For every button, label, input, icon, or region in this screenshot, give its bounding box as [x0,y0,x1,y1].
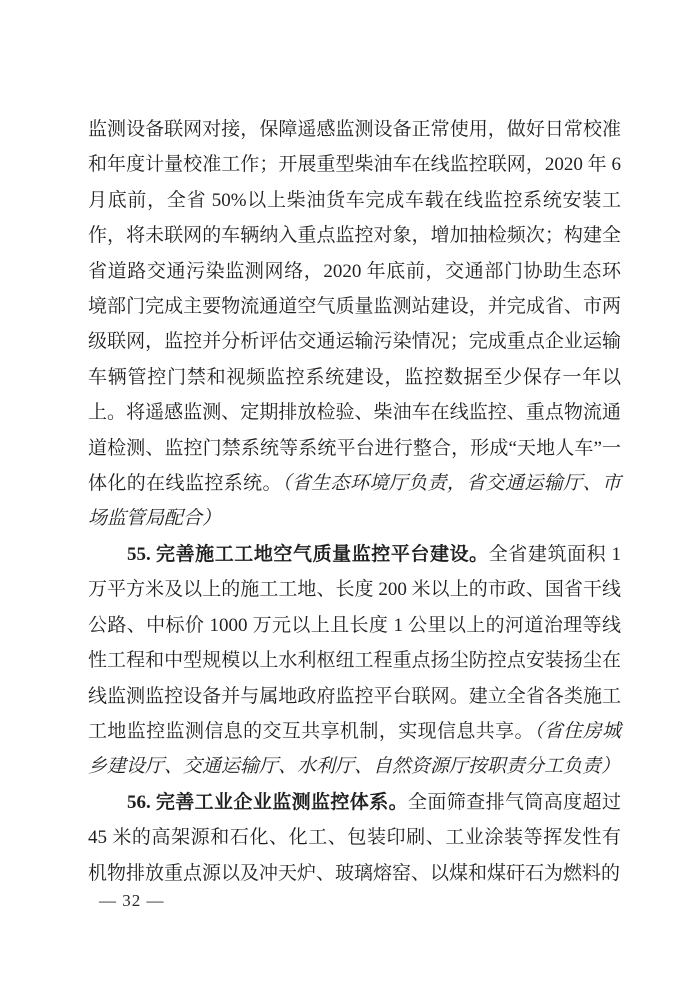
body-text: 全面筛查排气筒高度超过 45 米的高架源和石化、化工、包装印刷、工业涂装等挥发性有机物排放重点源以及冲天炉、玻璃熔窑、以煤和煤矸石为燃料的 [88,791,621,884]
document-body [88,112,621,891]
paragraph-item-56 [88,785,621,891]
paragraph-item-55 [88,537,621,785]
body-text: 全省建筑面积 1 万平方米及以上的施工工地、长度 200 米以上的市政、国省干线公路、中标价 1000 万元以上且长度 1 公里以上的河道治理等线性工程和中型规模以上水利枢纽工程重点扬尘防控点安装扬尘在线监测监控设备并与属地政府监控平台联网。建立全省各类施工工地监控监测信息的交互共享机制，实现信息共享。 [88,543,621,742]
responsibility-attribution: （省生态环境厅负责，省交通运输厅、市场监管局配合） [88,473,621,530]
paragraph-continuation [88,112,621,537]
page-number: — 32 — [99,891,165,910]
responsibility-attribution: （省住房城乡建设厅、交通运输厅、水利厅、自然资源厅按职责分工负责） [88,720,621,778]
page-footer [99,889,165,913]
body-text: 监测设备联网对接，保障遥感监测设备正常使用，做好日常校准和年度计量校准工作；开展重型柴油车在线监控联网，2020 年 6 月底前，全省 50%以上柴油货车完成车载在线监控系统安装工作，将未联网的车辆纳入重点监控对象，增加抽检频次；构建全省道路交通污染监测网络，2020 年底前，交通部门协助生态环境部门完成主要物流通道空气质量监测站建设，并完成省、市两级联网，监控并分析评估交通运输污染情况；完成重点企业运输车辆管控门禁和视频监控系统建设，监控数据至少保存一年以上。将遥感监测、定期排放检验、柴油车在线监控、重点物流通道检测、监控门禁系统等系统平台进行整合，形成“天地人车”一体化的在线监控系统。 [88,119,621,495]
item-56-heading: 56. 完善工业企业监测监控体系。 [126,791,408,813]
item-55-heading: 55. 完善施工工地空气质量监控平台建设。 [126,543,489,565]
